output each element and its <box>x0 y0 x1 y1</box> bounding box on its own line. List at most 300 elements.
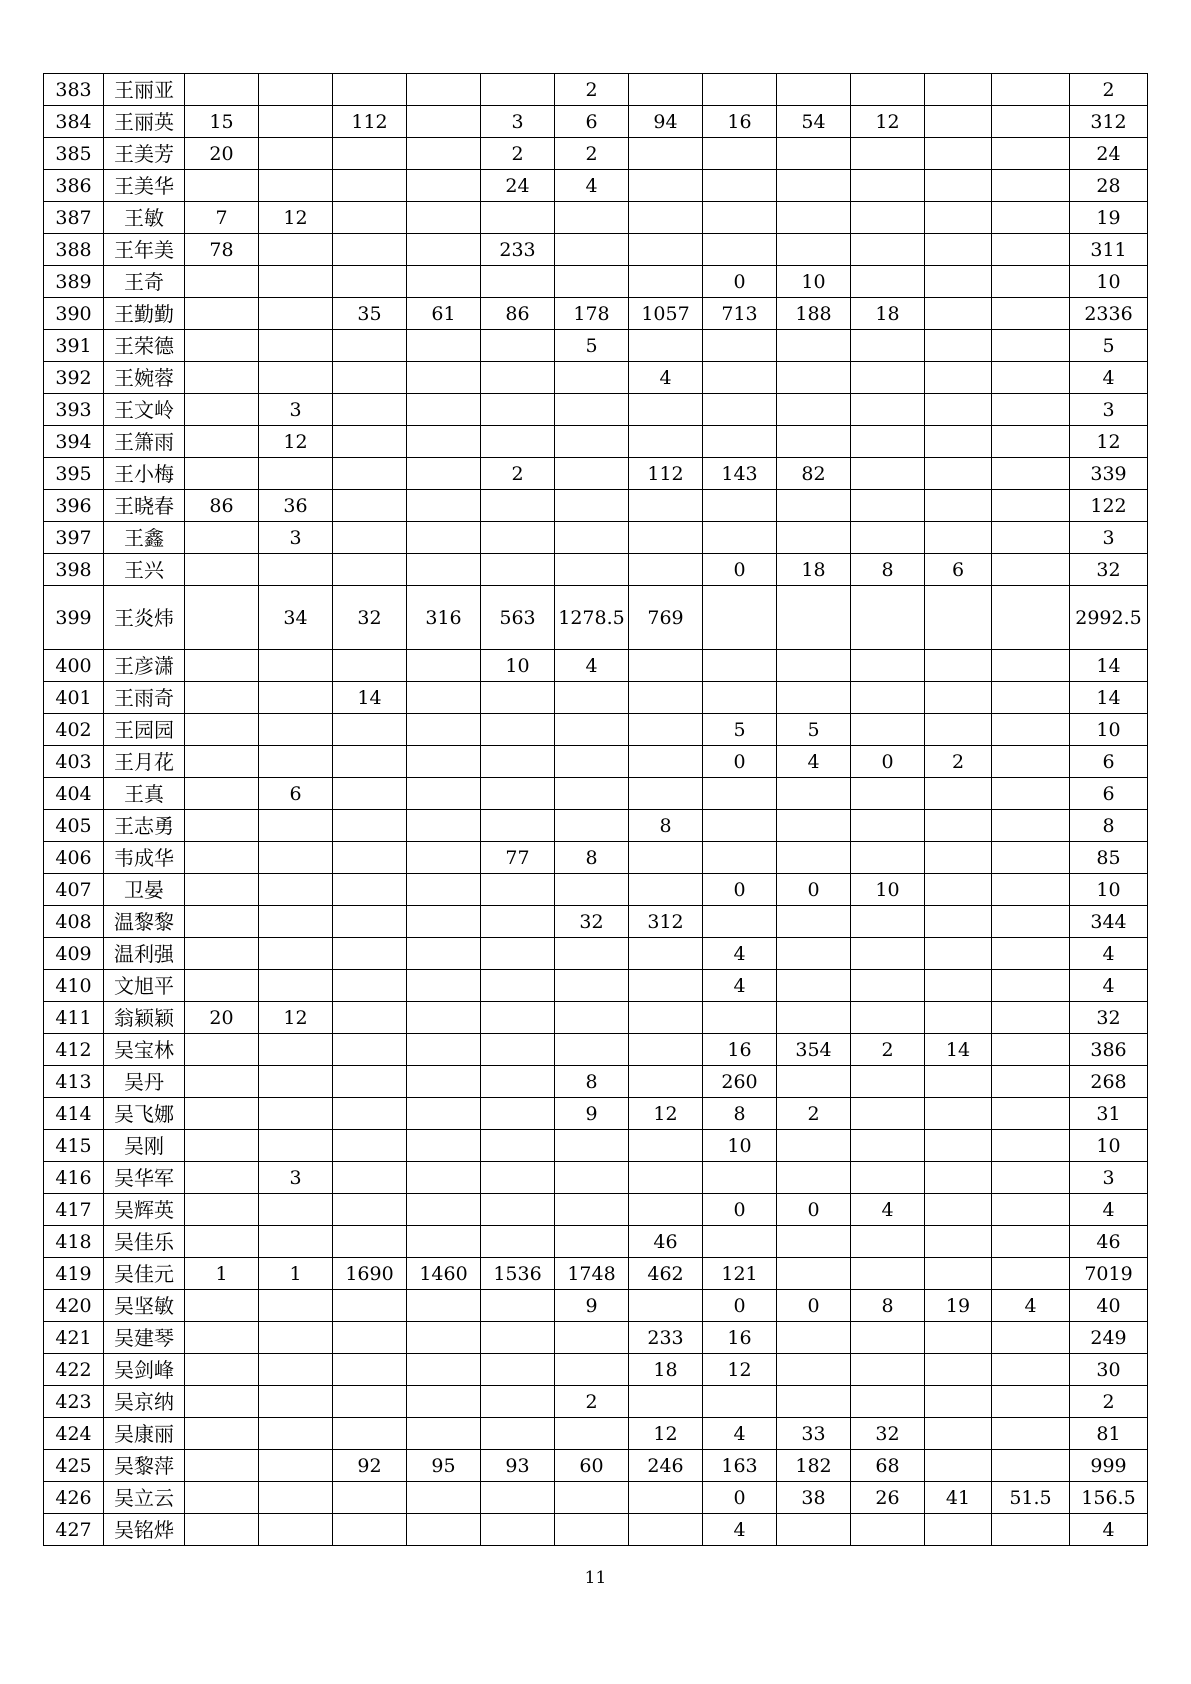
value-cell <box>407 1194 481 1226</box>
value-cell <box>992 1130 1070 1162</box>
value-cell <box>555 1418 629 1450</box>
value-cell <box>407 1514 481 1546</box>
value-cell <box>333 1514 407 1546</box>
value-cell <box>777 170 851 202</box>
value-cell: 78 <box>185 234 259 266</box>
value-cell <box>555 522 629 554</box>
value-cell <box>407 1322 481 1354</box>
row-index-cell: 411 <box>44 1002 104 1034</box>
value-cell: 7019 <box>1070 1258 1148 1290</box>
value-cell <box>259 1226 333 1258</box>
value-cell <box>407 970 481 1002</box>
value-cell: 9 <box>555 1290 629 1322</box>
value-cell: 2336 <box>1070 298 1148 330</box>
value-cell <box>925 1354 992 1386</box>
value-cell <box>407 1066 481 1098</box>
value-cell <box>703 522 777 554</box>
row-index-cell: 390 <box>44 298 104 330</box>
value-cell: 246 <box>629 1450 703 1482</box>
value-cell <box>703 682 777 714</box>
value-cell: 10 <box>1070 714 1148 746</box>
value-cell <box>703 490 777 522</box>
value-cell <box>629 970 703 1002</box>
name-cell: 王志勇 <box>104 810 185 842</box>
table-row <box>44 650 1148 682</box>
value-cell: 19 <box>925 1290 992 1322</box>
value-cell: 12 <box>259 1002 333 1034</box>
value-cell: 10 <box>777 266 851 298</box>
value-cell: 81 <box>1070 1418 1148 1450</box>
value-cell <box>185 1354 259 1386</box>
value-cell <box>925 266 992 298</box>
value-cell: 3 <box>259 522 333 554</box>
value-cell <box>925 458 992 490</box>
wrapped-value: 2992.5 <box>1075 606 1142 629</box>
row-index-cell: 415 <box>44 1130 104 1162</box>
table-row <box>44 1482 1148 1514</box>
value-cell <box>992 554 1070 586</box>
value-cell <box>629 138 703 170</box>
table-row <box>44 170 1148 202</box>
name-cell: 吴宝林 <box>104 1034 185 1066</box>
value-cell <box>259 1322 333 1354</box>
value-cell: 8 <box>1070 810 1148 842</box>
value-cell <box>629 938 703 970</box>
value-cell <box>925 1194 992 1226</box>
value-cell <box>407 842 481 874</box>
value-cell <box>333 1002 407 1034</box>
value-cell <box>851 1002 925 1034</box>
value-cell <box>259 1418 333 1450</box>
value-cell <box>407 1482 481 1514</box>
value-cell <box>851 1322 925 1354</box>
value-cell <box>259 1194 333 1226</box>
value-cell <box>992 1258 1070 1290</box>
value-cell <box>777 138 851 170</box>
value-cell <box>407 554 481 586</box>
value-cell <box>555 234 629 266</box>
value-cell: 2 <box>555 1386 629 1418</box>
value-cell <box>851 1130 925 1162</box>
value-cell: 2 <box>481 138 555 170</box>
value-cell <box>481 1098 555 1130</box>
name-cell: 王炎炜 <box>104 586 185 650</box>
value-cell <box>407 650 481 682</box>
value-cell <box>629 394 703 426</box>
value-cell <box>777 74 851 106</box>
value-cell <box>407 458 481 490</box>
value-cell <box>333 810 407 842</box>
value-cell: 233 <box>481 234 555 266</box>
value-cell <box>555 970 629 1002</box>
table-row <box>44 906 1148 938</box>
value-cell: 999 <box>1070 1450 1148 1482</box>
row-index-cell: 396 <box>44 490 104 522</box>
value-cell <box>851 842 925 874</box>
value-cell <box>407 170 481 202</box>
table-row <box>44 874 1148 906</box>
value-cell <box>481 1066 555 1098</box>
value-cell <box>481 330 555 362</box>
value-cell: 268 <box>1070 1066 1148 1098</box>
table-row <box>44 138 1148 170</box>
value-cell <box>185 1482 259 1514</box>
value-cell <box>992 1194 1070 1226</box>
value-cell <box>992 682 1070 714</box>
value-cell <box>992 1002 1070 1034</box>
value-cell <box>407 874 481 906</box>
value-cell <box>925 810 992 842</box>
value-cell <box>407 1130 481 1162</box>
value-cell <box>481 1226 555 1258</box>
value-cell <box>185 426 259 458</box>
value-cell <box>185 1098 259 1130</box>
table-row <box>44 586 1148 650</box>
value-cell <box>992 522 1070 554</box>
value-cell: 14 <box>1070 650 1148 682</box>
value-cell <box>481 1418 555 1450</box>
value-cell <box>185 1514 259 1546</box>
value-cell <box>629 1002 703 1034</box>
value-cell <box>992 938 1070 970</box>
value-cell <box>481 394 555 426</box>
value-cell <box>333 1066 407 1098</box>
row-index-cell: 404 <box>44 778 104 810</box>
value-cell <box>481 1162 555 1194</box>
table-row <box>44 1354 1148 1386</box>
value-cell <box>629 874 703 906</box>
value-cell <box>851 330 925 362</box>
value-cell <box>925 490 992 522</box>
value-cell: 93 <box>481 1450 555 1482</box>
value-cell <box>333 1162 407 1194</box>
value-cell <box>777 586 851 650</box>
name-cell: 王园园 <box>104 714 185 746</box>
value-cell <box>555 362 629 394</box>
value-cell <box>407 362 481 394</box>
value-cell <box>992 1514 1070 1546</box>
value-cell <box>555 394 629 426</box>
value-cell <box>703 234 777 266</box>
value-cell <box>407 1418 481 1450</box>
value-cell <box>992 330 1070 362</box>
row-index-cell: 408 <box>44 906 104 938</box>
value-cell <box>992 842 1070 874</box>
value-cell <box>481 1514 555 1546</box>
value-cell <box>703 394 777 426</box>
value-cell: 188 <box>777 298 851 330</box>
value-cell <box>925 362 992 394</box>
value-cell: 0 <box>777 1194 851 1226</box>
row-index-cell: 418 <box>44 1226 104 1258</box>
value-cell <box>703 810 777 842</box>
name-cell: 吴康丽 <box>104 1418 185 1450</box>
value-cell <box>555 938 629 970</box>
name-cell: 王晓春 <box>104 490 185 522</box>
value-cell: 5 <box>777 714 851 746</box>
row-index-cell: 387 <box>44 202 104 234</box>
table-row <box>44 970 1148 1002</box>
value-cell: 46 <box>629 1226 703 1258</box>
table-row <box>44 1066 1148 1098</box>
value-cell <box>259 938 333 970</box>
value-cell <box>259 1098 333 1130</box>
value-cell: 38 <box>777 1482 851 1514</box>
value-cell <box>777 682 851 714</box>
value-cell <box>259 298 333 330</box>
row-index-cell: 400 <box>44 650 104 682</box>
value-cell <box>925 1322 992 1354</box>
value-cell <box>555 1034 629 1066</box>
value-cell <box>851 810 925 842</box>
value-cell: 112 <box>629 458 703 490</box>
value-cell: 41 <box>925 1482 992 1514</box>
value-cell <box>185 458 259 490</box>
row-index-cell: 424 <box>44 1418 104 1450</box>
value-cell: 10 <box>1070 874 1148 906</box>
value-cell <box>629 778 703 810</box>
value-cell: 32 <box>1070 1002 1148 1034</box>
value-cell: 3 <box>481 106 555 138</box>
page-number: 11 <box>584 1568 607 1588</box>
value-cell: 312 <box>629 906 703 938</box>
table-row <box>44 490 1148 522</box>
table-row <box>44 1322 1148 1354</box>
value-cell <box>703 138 777 170</box>
value-cell: 0 <box>777 874 851 906</box>
value-cell: 0 <box>703 874 777 906</box>
value-cell <box>407 1226 481 1258</box>
value-cell <box>407 202 481 234</box>
value-cell <box>992 1034 1070 1066</box>
value-cell <box>481 1194 555 1226</box>
row-index-cell: 389 <box>44 266 104 298</box>
value-cell <box>259 1450 333 1482</box>
value-cell <box>259 874 333 906</box>
value-cell: 16 <box>703 106 777 138</box>
value-cell <box>851 170 925 202</box>
value-cell <box>629 426 703 458</box>
value-cell <box>333 490 407 522</box>
value-cell <box>992 1066 1070 1098</box>
row-index-cell: 401 <box>44 682 104 714</box>
value-cell: 82 <box>777 458 851 490</box>
value-cell <box>185 394 259 426</box>
value-cell <box>992 650 1070 682</box>
value-cell: 8 <box>555 1066 629 1098</box>
value-cell <box>333 426 407 458</box>
value-cell <box>333 746 407 778</box>
table-row <box>44 362 1148 394</box>
value-cell <box>259 714 333 746</box>
value-cell: 4 <box>1070 970 1148 1002</box>
value-cell <box>333 1034 407 1066</box>
wrapped-value: 1278.5 <box>558 606 625 629</box>
value-cell: 61 <box>407 298 481 330</box>
value-cell <box>185 330 259 362</box>
value-cell <box>555 1354 629 1386</box>
name-cell: 文旭平 <box>104 970 185 1002</box>
value-cell: 4 <box>703 938 777 970</box>
value-cell: 3 <box>1070 1162 1148 1194</box>
name-cell: 卫晏 <box>104 874 185 906</box>
value-cell: 1460 <box>407 1258 481 1290</box>
value-cell <box>629 234 703 266</box>
value-cell <box>259 1130 333 1162</box>
value-cell <box>925 138 992 170</box>
value-cell <box>992 202 1070 234</box>
value-cell: 12 <box>259 202 333 234</box>
name-cell: 吴铭烨 <box>104 1514 185 1546</box>
value-cell: 563 <box>481 586 555 650</box>
value-cell <box>851 234 925 266</box>
value-cell <box>703 202 777 234</box>
value-cell <box>629 1290 703 1322</box>
value-cell <box>992 714 1070 746</box>
name-cell: 王雨奇 <box>104 682 185 714</box>
value-cell: 163 <box>703 1450 777 1482</box>
value-cell: 6 <box>925 554 992 586</box>
value-cell <box>925 938 992 970</box>
value-cell <box>777 330 851 362</box>
score-table <box>43 73 1148 1546</box>
value-cell: 9 <box>555 1098 629 1130</box>
name-cell: 王小梅 <box>104 458 185 490</box>
value-cell: 46 <box>1070 1226 1148 1258</box>
value-cell <box>481 714 555 746</box>
value-cell <box>259 74 333 106</box>
value-cell <box>925 330 992 362</box>
value-cell <box>555 1514 629 1546</box>
name-cell: 王月花 <box>104 746 185 778</box>
value-cell <box>992 1386 1070 1418</box>
value-cell <box>925 74 992 106</box>
row-index-cell: 403 <box>44 746 104 778</box>
value-cell: 6 <box>555 106 629 138</box>
value-cell <box>777 1386 851 1418</box>
value-cell <box>481 810 555 842</box>
value-cell: 0 <box>777 1290 851 1322</box>
value-cell <box>185 746 259 778</box>
value-cell <box>185 778 259 810</box>
value-cell <box>851 906 925 938</box>
value-cell: 12 <box>629 1098 703 1130</box>
value-cell <box>925 1002 992 1034</box>
value-cell: 8 <box>555 842 629 874</box>
value-cell <box>777 202 851 234</box>
value-cell <box>481 202 555 234</box>
value-cell <box>777 362 851 394</box>
value-cell <box>481 362 555 394</box>
value-cell: 4 <box>851 1194 925 1226</box>
name-cell: 吴京纳 <box>104 1386 185 1418</box>
value-cell <box>992 1354 1070 1386</box>
value-cell <box>851 458 925 490</box>
value-cell: 10 <box>1070 1130 1148 1162</box>
value-cell <box>481 970 555 1002</box>
value-cell <box>481 682 555 714</box>
value-cell <box>185 522 259 554</box>
table-row <box>44 106 1148 138</box>
value-cell <box>777 650 851 682</box>
table-row <box>44 938 1148 970</box>
value-cell <box>992 778 1070 810</box>
table-row <box>44 1002 1148 1034</box>
value-cell: 8 <box>629 810 703 842</box>
value-cell <box>555 1482 629 1514</box>
name-cell: 王鑫 <box>104 522 185 554</box>
value-cell <box>703 426 777 458</box>
value-cell <box>925 106 992 138</box>
value-cell <box>185 170 259 202</box>
value-cell <box>333 458 407 490</box>
value-cell <box>333 1226 407 1258</box>
value-cell <box>851 1162 925 1194</box>
value-cell: 12 <box>1070 426 1148 458</box>
value-cell <box>333 394 407 426</box>
row-index-cell: 416 <box>44 1162 104 1194</box>
value-cell <box>259 330 333 362</box>
value-cell <box>333 778 407 810</box>
value-cell: 85 <box>1070 842 1148 874</box>
value-cell: 92 <box>333 1450 407 1482</box>
value-cell <box>777 1258 851 1290</box>
value-cell: 6 <box>1070 746 1148 778</box>
row-index-cell: 385 <box>44 138 104 170</box>
value-cell: 26 <box>851 1482 925 1514</box>
value-cell <box>185 1322 259 1354</box>
value-cell <box>777 426 851 458</box>
value-cell: 40 <box>1070 1290 1148 1322</box>
value-cell <box>851 522 925 554</box>
value-cell: 7 <box>185 202 259 234</box>
value-cell <box>259 746 333 778</box>
value-cell <box>185 970 259 1002</box>
value-cell <box>925 842 992 874</box>
value-cell <box>555 1002 629 1034</box>
value-cell <box>777 1066 851 1098</box>
value-cell: 10 <box>703 1130 777 1162</box>
name-cell: 王丽英 <box>104 106 185 138</box>
value-cell <box>259 362 333 394</box>
value-cell <box>259 1354 333 1386</box>
value-cell <box>555 426 629 458</box>
value-cell <box>925 682 992 714</box>
value-cell <box>407 1290 481 1322</box>
value-cell <box>259 266 333 298</box>
value-cell <box>925 906 992 938</box>
row-index-cell: 413 <box>44 1066 104 1098</box>
value-cell <box>407 714 481 746</box>
value-cell <box>629 1066 703 1098</box>
value-cell <box>925 1514 992 1546</box>
value-cell: 54 <box>777 106 851 138</box>
value-cell <box>629 650 703 682</box>
table-row <box>44 234 1148 266</box>
value-cell <box>333 362 407 394</box>
value-cell <box>481 906 555 938</box>
name-cell: 王奇 <box>104 266 185 298</box>
table-row <box>44 1130 1148 1162</box>
value-cell: 0 <box>703 746 777 778</box>
name-cell: 温黎黎 <box>104 906 185 938</box>
value-cell <box>851 650 925 682</box>
value-cell <box>481 874 555 906</box>
value-cell <box>992 298 1070 330</box>
value-cell: 3 <box>1070 522 1148 554</box>
value-cell <box>481 554 555 586</box>
value-cell <box>333 938 407 970</box>
